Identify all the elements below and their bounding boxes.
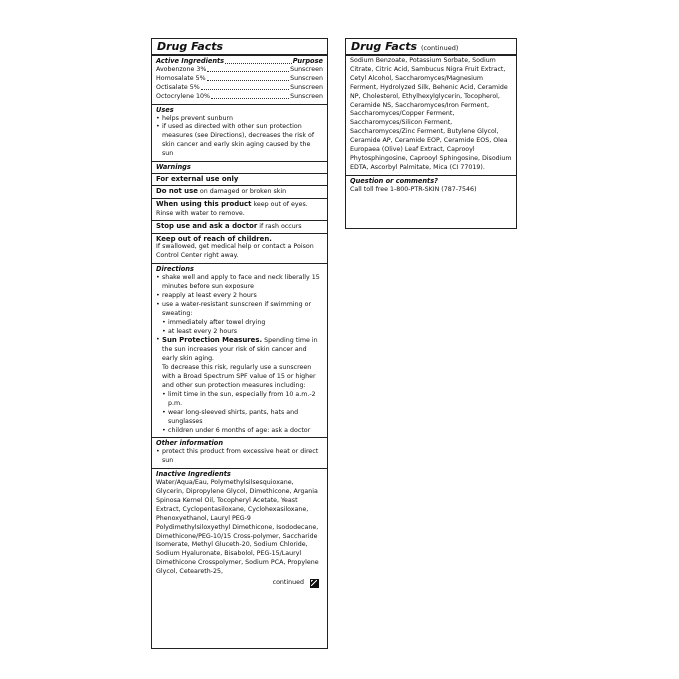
continued-label: continued (272, 579, 304, 587)
sun-protection-measures: • Sun Protection Measures. Spending time in the sun increases your risk of skin cancer and early skin aging. (156, 336, 323, 364)
active-ingredient-row (156, 84, 323, 93)
ingredient-name: Homosalate 5% (156, 74, 206, 82)
drug-facts-title: Drug Facts (152, 39, 327, 56)
ingredient-purpose: Sunscreen (290, 92, 323, 100)
stop-use-warning: Stop use and ask a doctor if rash occurs (156, 221, 302, 230)
when-using-warning: When using this product keep out of eyes. Rinse with water to remove. (156, 199, 308, 217)
uses-item: • helps prevent sunburn (156, 115, 323, 124)
warnings-heading: Warnings (156, 163, 191, 172)
keep-out-of-reach: Keep out of reach of children. (156, 234, 272, 243)
inactive-ingredients-section (152, 469, 327, 592)
directions-subitem: • at least every 2 hours (156, 328, 323, 337)
active-ingredient-row (156, 75, 323, 84)
active-ingredient-row (156, 66, 323, 75)
inactive-ingredients-continued-text: Sodium Benzoate, Potassium Sorbate, Sodium Citrate, Citric Acid, Sambucus Nigra Fruit Extract, Cetyl Alcohol, Saccharomyces/Magnesium Ferment, Hydrolyzed Silk, Behenic Acid, Ceramide NP, Cholesterol, Ethylhexylglycerin, Tocopherol, Ceramide NS, Saccharomyces/Iron Ferment, Saccharomyces/Copper Ferment, Saccharomyces/Silicon Ferment, Saccharomyces/Zinc Ferment, Butylene Glycol, Ceramide AP, Ceramide EOP, Ceramide EOS, Olea Europaea (Olive) Leaf Extract, Caprooyl Phytosphingosine, Caprooyl Sphingosine, Disodium EDTA, Ascorbyl Palmitate, Mica (CI 77019). (350, 57, 512, 171)
directions-heading: Directions (156, 265, 194, 274)
questions-heading: Question or comments? (350, 176, 438, 185)
inactive-ingredients-heading: Inactive Ingredients (156, 470, 231, 479)
directions-subitem: • limit time in the sun, especially from 10 a.m.-2 p.m. (156, 391, 323, 409)
active-ingredients-heading: Active Ingredients (156, 57, 225, 65)
drug-facts-continued-panel (345, 38, 517, 229)
external-use-warning: For external use only (156, 174, 239, 183)
directions-subitem: • wear long-sleeved shirts, pants, hats and sunglasses (156, 409, 323, 427)
ingredient-name: Octisalate 5% (156, 83, 200, 91)
do-not-use-warning: Do not use on damaged or broken skin (156, 186, 287, 195)
ingredient-purpose: Sunscreen (290, 83, 323, 91)
directions-subitem: • immediately after towel drying (156, 319, 323, 328)
ingredient-purpose: Sunscreen (290, 74, 323, 82)
inactive-ingredients-continued (346, 56, 516, 176)
questions-section (346, 176, 516, 197)
directions-subitem: • children under 6 months of age: ask a doctor (156, 427, 323, 436)
ingredient-purpose: Sunscreen (290, 66, 323, 73)
uses-item: • if used as directed with other sun protection measures (see Directions), decreases the risk of skin cancer and early skin aging caused by the sun (156, 123, 323, 159)
inactive-ingredients-text: Water/Aqua/Eau, Polymethylsilsesquioxane, Glycerin, Dipropylene Glycol, Dimethicone, Argania Spinosa Kernel Oil, Tocopheryl Acetate, Yeast Extract, Cyclopentasiloxane, Cyclohexasiloxane, Phenoxyethanol, Lauryl PEG-9 Polydimethylsiloxyethyl Dimethicone, Isododecane, Dimethicone/PEG-10/15 Cross-polymer, Saccharide Isomerate, Methyl Gluceth-20, Sodium Chloride, Sodium Hyaluronate, Bisabolol, PEG-15/Lauryl Dimethicone Crosspolymer, Sodium PCA, Propylene Glycol, Ceteareth-25, (156, 479, 319, 576)
decrease-risk-text: To decrease this risk, regularly use a sunscreen with a Broad Spectrum SPF value of 15 or higher and other sun protection measures including: (162, 364, 316, 389)
directions-item: • reapply at least every 2 hours (156, 292, 323, 301)
directions-item: • use a water-resistant sunscreen if swimming or sweating: (156, 301, 323, 319)
ingredient-name: Octocrylene 10% (156, 92, 211, 100)
other-information-item: • protect this product from excessive heat or direct sun (156, 448, 323, 466)
uses-heading: Uses (156, 105, 174, 114)
purpose-heading: Purpose (292, 57, 323, 65)
active-ingredient-row (156, 93, 323, 102)
uses-section (152, 105, 327, 162)
drug-facts-panel (151, 38, 328, 649)
active-ingredients-section (152, 56, 327, 105)
ingredient-name: Avobenzone 3% (156, 66, 207, 73)
questions-phone: Call toll free 1-800-PTR-SKIN (787-7546) (350, 185, 477, 193)
warnings-section (152, 162, 327, 264)
continued-note: (continued) (420, 44, 459, 52)
drug-facts-continued-title: Drug Facts (continued) (346, 39, 516, 56)
directions-item: • shake well and apply to face and neck liberally 15 minutes before sun exposure (156, 274, 323, 292)
directions-section (152, 264, 327, 438)
other-information-heading: Other information (156, 439, 224, 448)
other-information-section (152, 438, 327, 469)
swallowed-warning: If swallowed, get medical help or contact a Poison Control Center right away. (156, 243, 314, 260)
continued-arrow-icon (310, 579, 319, 588)
